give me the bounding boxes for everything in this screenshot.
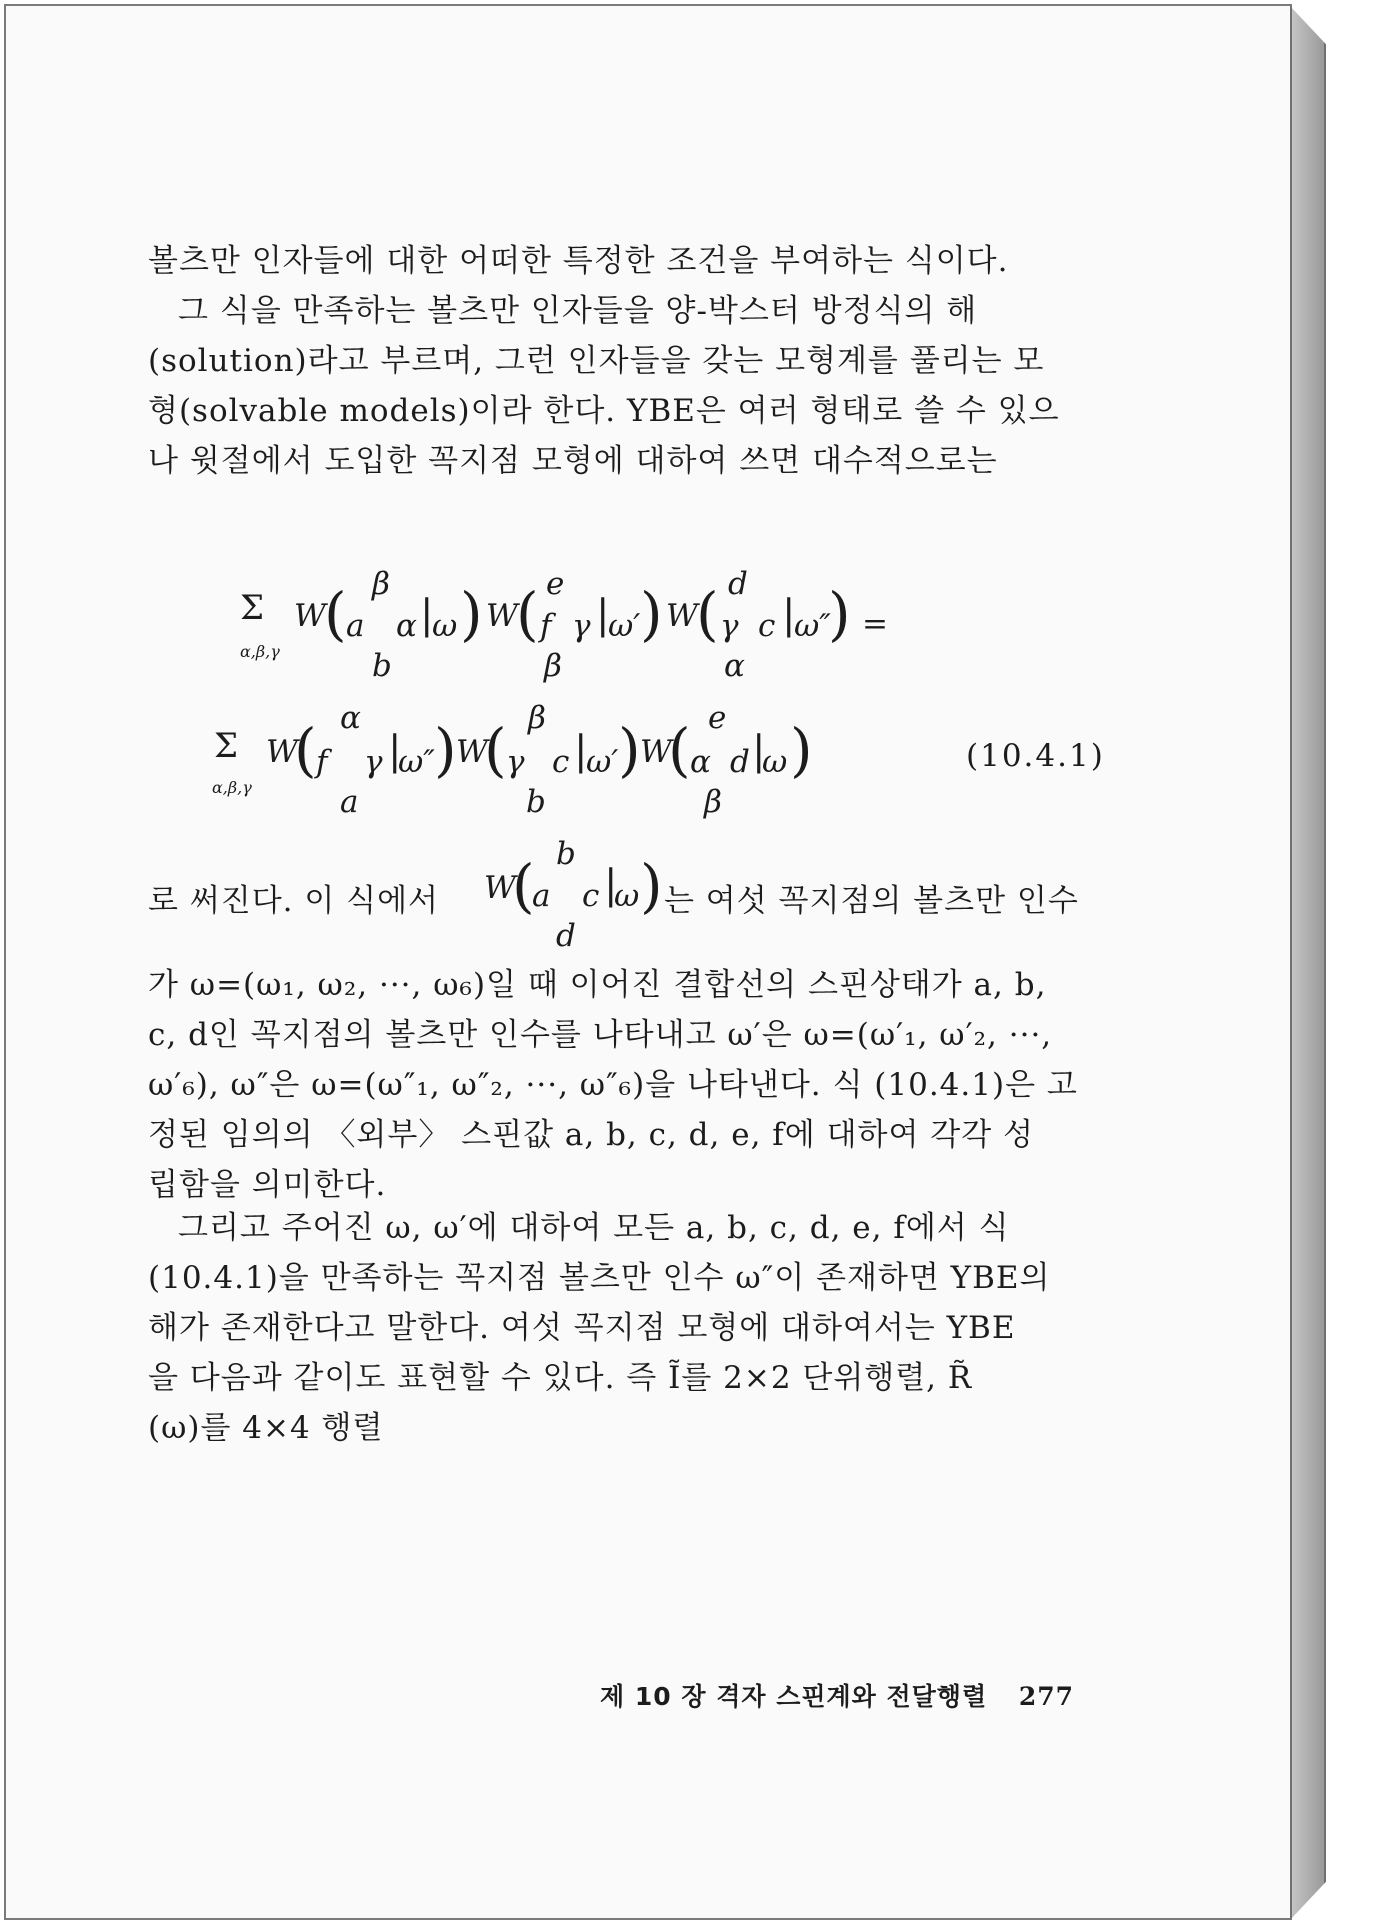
left-paren: ( [324,580,347,648]
w-right: c [582,878,600,914]
w-top: b [556,836,576,872]
w-top: β [528,700,546,736]
text-line: 정된 임의의 〈외부〉 스핀값 a, b, c, d, e, f에 대하여 각각 성 [148,1117,1034,1153]
w-symbol: W [484,870,516,906]
running-footer [600,1677,1074,1713]
chapter-title: 제 10 장 격자 스핀계와 전달행렬 [600,1682,988,1711]
w-symbol: W [486,598,518,634]
w-symbol: W [294,598,326,634]
w-left: a [532,878,551,914]
bar: | [782,592,796,638]
bar: | [420,592,434,638]
text-line: (solution)라고 부르며, 그런 인자들을 갖는 모형계를 풀리는 모 [148,343,1045,379]
bar: | [388,728,402,774]
text-line: (ω)를 4×4 행렬 [148,1410,384,1446]
w-arg: ω″ [794,608,831,644]
bar: | [596,592,610,638]
left-paren: ( [294,716,317,784]
w-top: e [546,566,565,602]
text-line: 립함을 의미한다. [148,1167,387,1203]
text-line: 가 ω=(ω₁, ω₂, ···, ω₆)일 때 이어진 결합선의 스핀상태가 a, b, [148,967,1047,1003]
text-line: 나 윗절에서 도입한 꼭지점 모형에 대하여 쓰면 대수적으로는 [148,443,998,479]
text-line: 볼츠만 인자들에 대한 어떠한 특정한 조건을 부여하는 식이다. [148,243,1009,279]
w-right: γ [572,608,591,644]
text-line: 그리고 주어진 ω, ω′에 대하여 모든 a, b, c, d, e, f에서 식 [178,1210,1010,1246]
text-line: 그 식을 만족하는 볼츠만 인자들을 양-박스터 방정식의 해 [178,293,978,329]
right-paren: ) [640,580,663,648]
w-right: d [730,744,750,780]
right-paren: ) [790,716,813,784]
right-paren: ) [618,716,641,784]
bar: | [604,862,618,908]
w-bottom: β [544,648,562,684]
w-arg: ω′ [608,608,641,644]
w-symbol: W [666,598,698,634]
w-left: a [346,608,365,644]
left-paren: ( [516,580,539,648]
w-symbol: W [266,734,298,770]
w-top: d [728,566,748,602]
inline-before: 로 써진다. 이 식에서 [148,883,439,919]
w-bottom: a [340,784,359,820]
text-line: 해가 존재한다고 말한다. 여섯 꼭지점 모형에 대하여서는 YBE [148,1310,1016,1346]
left-paren: ( [484,716,507,784]
bar: | [752,728,766,774]
w-top: e [708,700,727,736]
text-line: ω′₆), ω″은 ω=(ω″₁, ω″₂, ···, ω″₆)을 나타낸다. 식 (10.4.1)은 고 [148,1067,1078,1103]
left-paren: ( [668,716,691,784]
w-left: α [690,744,711,780]
w-bottom: d [556,918,576,954]
paragraph-3 [148,1203,1088,1453]
w-symbol: W [640,734,672,770]
w-arg: ω [762,744,788,780]
inline-after: 는 여섯 꼭지점의 볼츠만 인수 [664,883,1079,919]
w-arg: ω″ [398,744,435,780]
right-paren: ) [640,852,663,920]
w-left: γ [720,608,739,644]
right-paren: ) [434,716,457,784]
w-right: c [758,608,776,644]
text-line: 형(solvable models)이라 한다. YBE은 여러 형태로 쓸 수 있으 [148,393,1060,429]
w-left: f [540,608,552,644]
w-bottom: α [724,648,745,684]
equals-sign: = [862,606,888,642]
text-line: 을 다음과 같이도 표현할 수 있다. 즉 Ĩ를 2×2 단위행렬, R̃ [148,1360,973,1396]
w-left: f [316,744,328,780]
text-line: c, d인 꼭지점의 볼츠만 인수를 나타내고 ω′은 ω=(ω′₁, ω′₂, ···, [148,1017,1053,1053]
w-right: α [396,608,417,644]
w-top: α [340,700,361,736]
right-paren: ) [460,580,483,648]
sum-symbol: Σ [240,588,265,628]
w-bottom: b [372,648,392,684]
text-line: (10.4.1)을 만족하는 꼭지점 볼츠만 인수 ω″이 존재하면 YBE의 [148,1260,1051,1296]
right-paren: ) [828,580,851,648]
sum-symbol: Σ [214,726,239,766]
page-number: 277 [1018,1682,1075,1711]
w-right: c [552,744,570,780]
w-bottom: b [526,784,546,820]
left-paren: ( [696,580,719,648]
sum-index: α,β,γ [212,778,252,797]
sum-index: α,β,γ [240,642,280,661]
paragraph-1 [148,236,1088,496]
w-arg: ω [432,608,458,644]
w-arg: ω′ [586,744,619,780]
left-paren: ( [512,852,535,920]
paragraph-2 [148,960,1088,1210]
w-symbol: W [456,734,488,770]
w-top: β [372,566,390,602]
bar: | [574,728,588,774]
w-bottom: β [704,784,722,820]
w-left: γ [506,744,525,780]
equation-number: (10.4.1) [966,738,1105,774]
page-stack-edge [1290,6,1326,1920]
w-arg: ω [614,878,640,914]
w-right: γ [364,744,383,780]
